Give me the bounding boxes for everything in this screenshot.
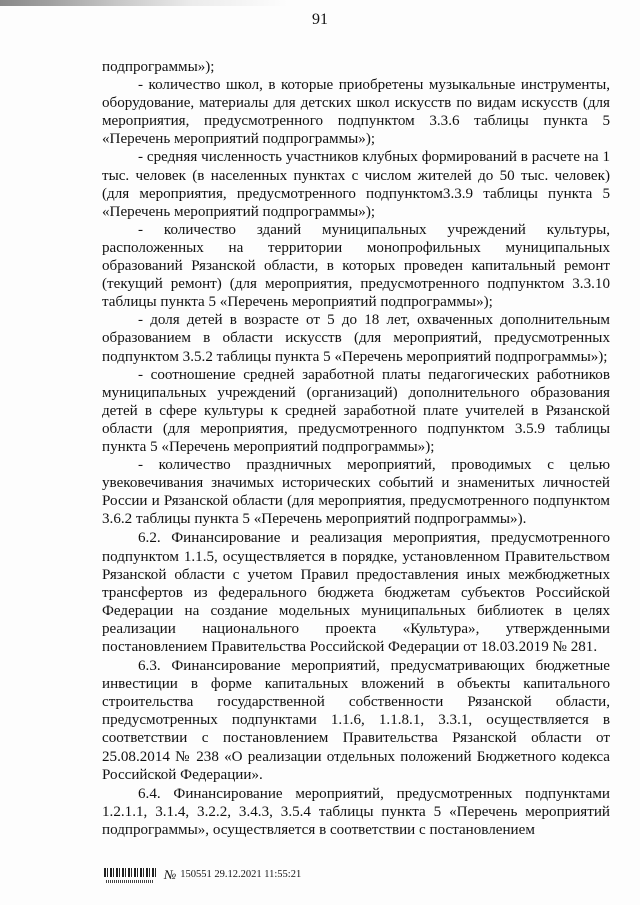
barcode-stamp-icon [104, 868, 156, 883]
paragraph-salary-ratio: - соотношение средней заработной платы педагогических работников муниципальных учреждений (организаций) дополнительного образования детей в сфере культуры к средней заработной плате учителей в Рязанской области (для мероприятия, предусмотренного подпунктом 3.5.9 таблицы пункта 5 «Перечень мероприятий подпрограммы»); [102, 366, 610, 455]
paragraph-continuation: подпрограммы»); [102, 59, 215, 75]
paragraph-music-schools: - количество школ, в которые приобретены музыкальные инструменты, оборудование, материалы для детских школ искусств по видам искусств (для мероприятия, предусмотренного подпунктом 3.3.6 таблицы пункта 5 «Перечень мероприятий подпрограммы»); [102, 77, 610, 148]
paragraph-club-participants: - средняя численность участников клубных формирований в расчете на 1 тыс. человек (в населенных пунктах с числом жителей до 50 тыс. человек) (для мероприятия, предусмотренного подпунктом3.3.9 таблицы пункта 5 «Перечень мероприятий подпрограммы»); [102, 149, 610, 220]
section-6-2: 6.2. Финансирование и реализация мероприятия, предусмотренного подпунктом 1.1.5, осуществляется в порядке, установленном Правительством Рязанской области с учетом Правил предоставления иных межбюджетных трансфертов из федерального бюджета бюджетам субъектов Российской Федерации на создание модельных муниципальных библиотек в целях реализации национального проекта «Культура», утвержденными постановлением Правительства Российской Федерации от 18.03.2019 № 281. [102, 530, 610, 655]
paragraph-culture-buildings: - количество зданий муниципальных учреждений культуры, расположенных на территории монопрофильных муниципальных образований Рязанской области, в которых проведен капитальный ремонт (текущий ремонт) (для мероприятия, предусмотренного подпунктом 3.3.10 таблицы пункта 5 «Перечень мероприятий подпрограммы»); [102, 221, 610, 311]
document-id: 150551 29.12.2021 11:55:21 [180, 869, 302, 880]
paragraph-children-share: - доля детей в возрасте от 5 до 18 лет, охваченных дополнительным образованием в области искусств (для мероприятий, предусмотренных подпунктом 3.5.2 таблицы пункта 5 «Перечень мероприятий подпрограммы»); [102, 312, 610, 365]
section-6-3: 6.3. Финансирование мероприятий, предусматривающих бюджетные инвестиции в форме капитальных вложений в объекты капитального строительства государственной собственности Рязанской области, предусмотренных подпунктами 1.1.6, 1.1.8.1, 3.3.1, осуществляется в соответствии с постановлением Правительства Рязанской области от 25.08.2014 № 238 «О реализации отдельных положений Бюджетного кодекса Российской Федерации». [102, 658, 610, 783]
scan-edge [0, 0, 640, 6]
section-6-4: 6.4. Финансирование мероприятий, предусмотренных подпунктами 1.2.1.1, 3.1.4, 3.2.2, 3.4.3, 3.5.4 таблицы пункта 5 «Перечень мероприятий подпрограммы», осуществляется в соответствии с постановлением [102, 785, 610, 838]
document-body [102, 58, 610, 839]
number-sign: № [164, 867, 177, 882]
paragraph-festive-events: - количество праздничных мероприятий, проводимых с целью увековечивания значимых исторических событий и знаменитых личностей России и Рязанской области (для мероприятия, предусмотренного подпунктом 3.6.2 таблицы пункта 5 «Перечень мероприятий подпрограммы»). [102, 457, 610, 528]
document-footer [104, 866, 364, 884]
page-number: 91 [312, 11, 328, 28]
